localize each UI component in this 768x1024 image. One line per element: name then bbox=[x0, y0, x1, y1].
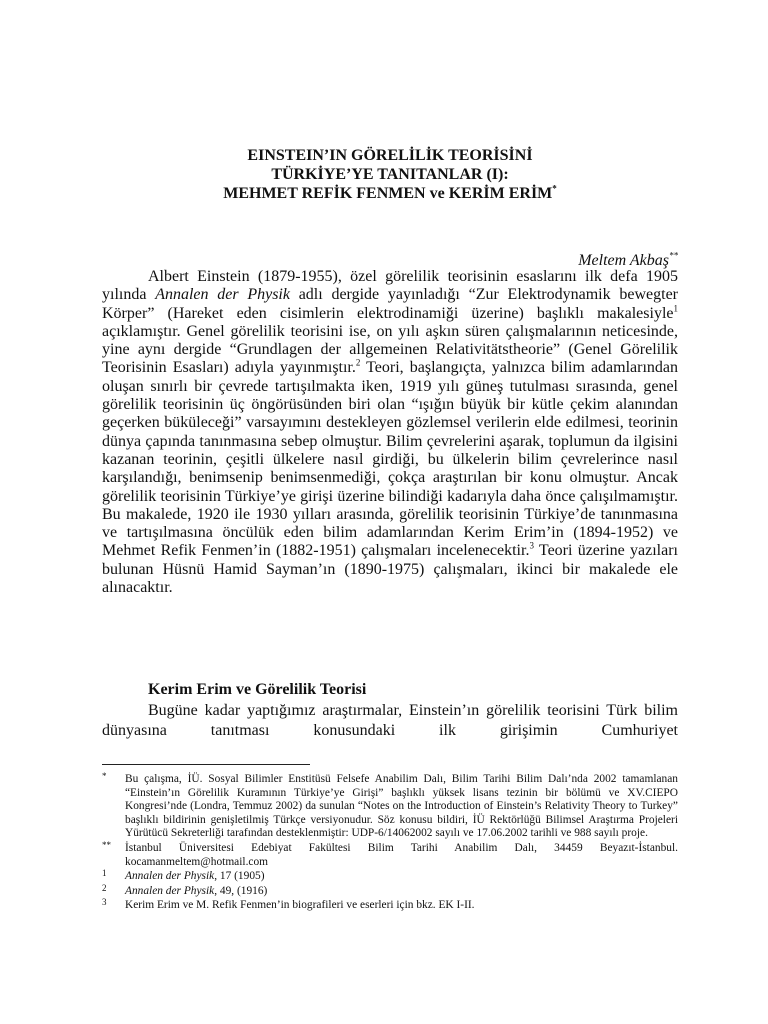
author-name: Meltem Akbaş bbox=[578, 252, 669, 269]
footnote-star-text: Bu çalışma, İÜ. Sosyal Bilimler Enstitüsü Felsefe Anabilim Dalı, Bilim Tarihi Bilim Dalı’nda 2002 tamamlanan “Einstein’ın Görelilik Kuramının Türkiye’ye Girişi” başlıklı yüksek lisans tezinin bir bölümü ve XV.CIEPO Kongresi’nde (Londra, Temmuz 2002) da sunulan “Notes on the Introduction of Einstein’s Relativity Theory to Turkey” başlıklı bildirinin genişletilmiş Türkçe versiyonudur. Söz konusu bildiri, İÜ Rektörlüğü Bilimsel Araştırma Projeleri Yürütücü Sekreterliği tarafından desteklenmiştir: UDP-6/14062002 sayılı ve 17.06.2002 tarihli ve 988 sayılı proje. bbox=[125, 773, 678, 840]
journal-name: Annalen der Physik bbox=[155, 286, 290, 304]
footnote-2 bbox=[102, 882, 678, 899]
paragraph-1-part-3: açıklamıştır. Genel görelilik teorisini ise, on yılı aşkın süren çalışmalarının neticesinde, yine aynı dergide “Grundlagen der allgemeinen Relativitätstheorie” (Genel Görelilik Teorisinin Esasları) adıyla yayınmıştır. bbox=[102, 322, 678, 377]
footnote-ref-3[interactable]: 3 bbox=[529, 541, 534, 552]
author-footnote-marker[interactable]: ** bbox=[669, 250, 678, 261]
title-footnote-marker[interactable]: * bbox=[552, 183, 557, 194]
footnote-star-mark: * bbox=[102, 771, 107, 781]
footnote-2-text bbox=[125, 885, 678, 899]
footnote-3 bbox=[102, 899, 678, 913]
paragraph-1-part-4: Teori, başlangıçta, yalnızca bilim adamlarından oluşan sınırlı bir çevrede tartışılmakta iken, 1919 yılı güneş tutulması sırasında, genel görelilik teorisinin üç öngörüsünden biri olan “ışığın büyük bir kütle çekim alanından geçerken büküleceği” varsayımını destekleyen gözlemsel verilerin elde edilmesi, teorinin dünya çapında tanınmasına sebep olmuştur. Bilim çevrelerini aşarak, toplumun da ilgisini kazanan teorinin, çeşitli ülkelere nasıl girdiği, bu ülkelerin bilim çevrelerince nasıl karşılandığı, benimsenip benimsenmediği, çokça araştırılan bir konu olmuştur. Ancak görelilik teorisinin Türkiye’ye girişi üzerine bilindiği kadarıyla daha önce çalışılmamıştır. Bu makalede, 1920 ile 1930 yılları arasında, görelilik teorisinin Türkiye’de tanınmasına ve tartışılmasına öncülük eden bilim adamlarından Kerim Erim’in (1894-1952) ve Mehmet Refik Fenmen’in (1882-1951) çalışmaları incelenecektir. bbox=[102, 359, 679, 560]
footnote-1-rest: , 17 (1905) bbox=[214, 870, 265, 883]
footnote-1-text bbox=[125, 870, 678, 884]
section-heading: Kerim Erim ve Görelilik Teorisi bbox=[148, 681, 367, 698]
footnote-2-journal: Annalen der Physik bbox=[125, 884, 215, 897]
footnote-ref-2[interactable]: 2 bbox=[355, 358, 361, 369]
footnote-ref-1[interactable]: 1 bbox=[673, 303, 678, 314]
footnote-3-text: Kerim Erim ve M. Refik Fenmen’in biografileri ve eserleri için bkz. EK I-II. bbox=[125, 899, 475, 912]
footnote-double-star bbox=[102, 839, 678, 869]
footnote-1-journal: Annalen der Physik bbox=[125, 870, 215, 883]
footnote-2-mark: 2 bbox=[102, 882, 107, 893]
footnote-star bbox=[102, 773, 678, 841]
paragraph-1 bbox=[102, 268, 678, 597]
footnote-1-mark: 1 bbox=[102, 868, 107, 879]
footnote-3-mark: 3 bbox=[102, 897, 107, 908]
paragraph-1-part-2: adlı dergide yayınladığı “Zur Elektrodynamik bewegter Körper” (Hareket eden cisimlerin elektrodinamiği üzerine) başlıklı makalesiyle bbox=[102, 286, 679, 322]
title-line-3-text: MEHMET REFİK FENMEN ve KERİM ERİM bbox=[223, 185, 553, 202]
title-line-3 bbox=[102, 184, 678, 203]
paragraph-2: Bugüne kadar yaptığımız araştırmalar, Einstein’ın görelilik teorisini Türk bilim dünyasına tanıtması konusundaki ilk girişimin Cumhuriyet bbox=[102, 702, 678, 739]
footnote-double-star-mark: ** bbox=[102, 839, 111, 850]
footnote-double-star-text: İstanbul Üniversitesi Edebiyat Fakültesi Bilim Tarihi Anabilim Dalı, 34459 Beyazıt-İstanbul. kocamanmeltem@hotmail.com bbox=[125, 841, 678, 868]
article-title bbox=[102, 146, 678, 203]
footnote-separator bbox=[102, 764, 310, 765]
body-text bbox=[102, 268, 678, 597]
footnote-2-rest: , 49, (1916) bbox=[214, 884, 268, 897]
title-line-1: EINSTEIN’IN GÖRELİLİK TEORİSİNİ bbox=[247, 147, 533, 164]
title-line-2: TÜRKİYE’YE TANITANLAR (I): bbox=[271, 166, 509, 183]
paragraph-1-part-5: Teori üzerine yazıları bulunan Hüsnü Hamid Sayman’ın (1890-1975) çalışmaları, ikinci bir makalede ele alınacaktır. bbox=[102, 542, 678, 597]
footnotes bbox=[102, 773, 678, 914]
paragraph-1-part-1: Albert Einstein (1879-1955), özel görelilik teorisinin esaslarını ilk defa 1905 yılında bbox=[102, 268, 678, 304]
footnote-1 bbox=[102, 870, 678, 884]
body-text-2 bbox=[102, 701, 678, 741]
